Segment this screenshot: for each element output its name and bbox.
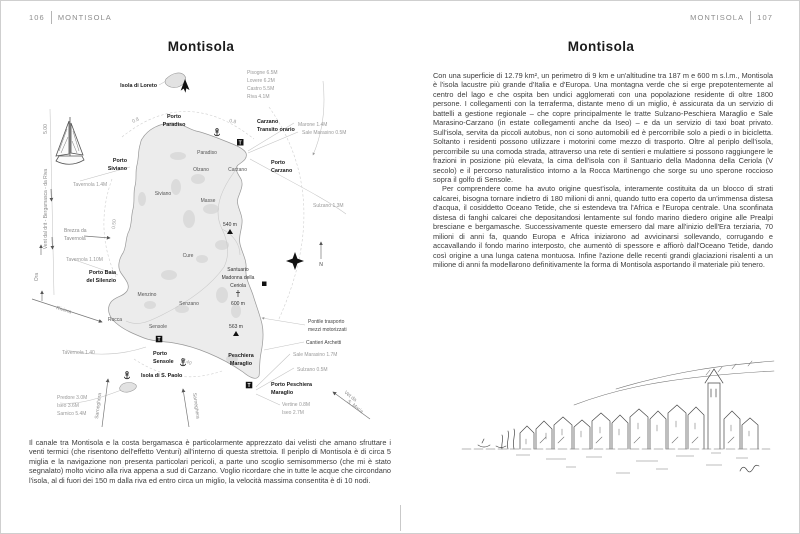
right-header <box>690 11 773 24</box>
right-folio: 107 <box>757 13 773 22</box>
island-map <box>26 59 396 433</box>
map-label-peak: 563 m <box>229 324 243 330</box>
map-label-village: Carzano <box>228 167 247 173</box>
map-label-channel-distance: 5.00 <box>43 124 49 134</box>
illustration-signature <box>740 465 759 472</box>
map-label-channel: Vent dal drit - Bergamasca - da Riva <box>43 168 49 250</box>
map-label-carzano-transito: Transito orario <box>257 127 295 133</box>
map-label-pontile: mezzi motorizzati <box>308 327 347 333</box>
map-label-village: Olzano <box>193 167 209 173</box>
map-label-distance: Sale Marasino 0.5M <box>302 130 347 136</box>
map-label-peschiera-maraglio: Peschiera <box>228 353 254 359</box>
map-label-distance: Riva 4.1M <box>247 94 270 100</box>
map-label-cantieri: Cantieri Archetti <box>306 340 342 346</box>
map-label-peak: 540 m <box>223 222 237 228</box>
map-label-pontile: Pontile trasporto <box>308 319 345 325</box>
map-label-distance: Castro 5.5M <box>247 86 275 92</box>
binding-mark <box>400 505 401 531</box>
map-label-village: Paradiso <box>197 150 217 156</box>
map-label-sanctuary: Ceriola <box>230 283 246 289</box>
cantieri-leader-line <box>264 342 304 350</box>
isola-di-s-paolo-shape <box>120 383 137 393</box>
map-label-distance: Sale Marasino 1.7M <box>293 352 338 358</box>
map-label-wind: Brezza da <box>64 228 87 234</box>
right-running-head: MONTISOLA <box>690 13 745 22</box>
north-label: N <box>319 262 323 268</box>
pontile-arrow-line <box>262 318 305 325</box>
right-page-title: Montisola <box>567 39 635 54</box>
compass-star-icon <box>286 252 304 270</box>
sketch-village <box>520 369 758 449</box>
transit-stop-icon <box>156 336 163 343</box>
text-paragraph: Per comprendere come ha avuto origine quest'isola, interamente costituita da un blocco di strati calcarei, bisogna tornare indietro di 180 milioni di anni, quando tutto era coperto da un'immensa distesa d'acqua, il cosiddetto Oceano Tetide, che si estendeva tra l'Africa e l'Europa centrale. Una sconfinata distesa di fanghi calcarei che depositandosi lentamente sul fondo marino diedero origine alle Prealpi bresciane e bergamasche. Successivamente queste emersero dal mare all'inizio dell'Era terziaria, 70 milioni di anni fa, quando Europa e Africa iniziarono ad avvicinarsi sollevando, corrugando e accavallando il fondo marino interposto, che aumentò di spessore e affiorò dall'Oceano Tetide, dando così origine a una lunga catena montuosa. Infine l'azione delle recenti grandi glaciazioni risalenti a un milione di anni fa modellarono definitivamente la forma di Montisola asportando il materiale più tenero. <box>433 184 773 270</box>
map-label-porto-carzano: Porto <box>271 160 286 166</box>
map-label-wind: Tavernola <box>64 236 86 242</box>
map-label-distance: Sarnico 5.4M <box>57 411 87 417</box>
sketch-reflections <box>516 453 748 473</box>
map-label-porto-carzano: Carzano <box>271 168 293 174</box>
map-label-wind: S. Maria <box>345 398 365 416</box>
map-label-arc-distance: 0.8 <box>228 118 237 126</box>
sketch-hills <box>574 361 774 405</box>
map-label-porto-paradiso: Porto <box>166 114 182 120</box>
map-label-village: Siviano <box>154 191 172 197</box>
map-label-porto-baia: Porto Baia <box>89 270 116 276</box>
map-label-village: Menzino <box>137 292 157 298</box>
svg-text:T: T <box>157 337 161 344</box>
page-right <box>401 1 800 534</box>
left-folio: 106 <box>29 13 45 22</box>
transit-stop-icon <box>237 139 244 146</box>
map-label-distance: Pisogne 6.5M <box>247 70 278 76</box>
map-label-porto-peschiera: Porto Peschiera <box>271 382 313 388</box>
map-label-wind: Sarneghera <box>94 392 104 420</box>
distance-arc-east <box>269 107 304 321</box>
map-label-village: Rocca <box>107 317 123 323</box>
map-label-distance: Tavernola 1.40 <box>62 350 95 356</box>
folio-divider <box>750 11 751 24</box>
sketch-trees <box>502 429 515 449</box>
map-label-sanctuary: 600 m <box>231 301 245 307</box>
map-label-distance: Lovere 6.2M <box>247 78 275 84</box>
map-label-isola-loreto: Isola di Loreto <box>120 83 157 89</box>
transit-stop-icon <box>246 382 253 389</box>
sailboat-icon <box>56 117 84 164</box>
map-label-porto-paradiso: Paradiso <box>162 122 186 128</box>
map-label-distance: Predore 3.0M <box>57 395 88 401</box>
map-label-village: Cure <box>182 253 194 259</box>
text-paragraph: Con una superficie di 12.79 km², un perimetro di 9 km e un'altitudine tra 187 m e 600 m s.l.m., Montisola è l'isola lacustre più grande d'Italia e d'Europa. Una montagna verde che si erge prepotentemente al centro del lago e che ospita ben undici agglomerati con una popolazione residente di oltre 1800 persone. I collegamenti con la terraferma, distante meno di un miglio, è assicurata da un servizio di battelli a gestione regionale – che copre principalmente le tratte Sulzano-Peschiera Maraglio e Sale Marasino-Carzano (in estate collegamenti anche da Iseo) – e da un servizio di taxi boat privato. Sull'isola, servita da piccoli autobus, non ci sono automobili ed è percorribile solo a piedi o in bicicletta. Soltanto i residenti possono utilizzare i motorini come mezzo di trasporto. Oltre al periplo dell'isola, percorribile su una comoda strada, attraverso una rete di sentieri e mulattiere si possono raggiungere le frazioni in posizione più elevata, la cima dell'isola con il Santuario della Madonna della Ceriola (V secolo) e il percorso naturalistico intorno a la Rocca Martinengo che sorge su uno sperone roccioso sopra il golfo di Sensole. <box>433 71 773 184</box>
map-label-arc-distance: 0.50 <box>111 218 118 230</box>
map-label-village: Masse <box>200 198 216 204</box>
caption-paragraph: Il canale tra Montisola e la costa bergamasca è particolarmente apprezzato dai velisti che amano sfruttare i venti termici (che risentono dell'effetto Venturi) all'interno di questa strettoia. Il periplo di Montisola è di circa 5 miglia e la navigazione non presenta particolari pericoli, a parte uno scoglio semisommerso (che mi è stato segnalato) molto vicino alla riva appena a sud di Carzano. Voglio ricordare che in tutte le acque che circondano l'isola, al di fuori dei 150 m dalla riva ed entro circa un miglio, la velocità massima consentita è di 10 nodi. <box>29 438 391 485</box>
map-label-distance: Marone 1.4M <box>298 122 328 128</box>
map-label-porto-sensole: Sensole <box>153 359 174 365</box>
left-running-head: MONTISOLA <box>57 13 112 22</box>
map-label-distance: Iseo 3.6M <box>57 403 79 409</box>
isola-di-loreto-shape <box>165 73 186 88</box>
map-label-porto-siviano: Porto <box>112 158 127 164</box>
map-label-porto-baia: del Silenzio <box>86 278 116 284</box>
main-text <box>433 71 773 270</box>
map-label-arc-distance: 0.40 <box>181 357 193 367</box>
map-label-arc-distance: 0.8 <box>131 116 141 125</box>
map-label-distance: Tavernola 1.10M <box>66 257 103 263</box>
svg-text:T: T <box>247 383 251 390</box>
map-label-village: Sensole <box>148 324 168 330</box>
map-label-sanctuary: Madonna della <box>221 275 255 281</box>
map-label-distance: Tavernola 1.4M <box>73 182 108 188</box>
map-label-porto-siviano: Siviano <box>107 166 127 172</box>
map-label-distance: Vertine 0.8M <box>282 402 311 408</box>
left-page-title: Montisola <box>167 39 235 54</box>
bearing-line <box>248 132 298 153</box>
map-label-distance: Iseo 2.7M <box>282 410 304 416</box>
map-label-sanctuary: Santuario <box>227 267 249 273</box>
map-label-wind: Ora <box>34 272 40 282</box>
map-caption <box>29 438 391 485</box>
village-sketch-illustration <box>456 331 776 481</box>
folio-divider <box>51 11 52 24</box>
left-header <box>29 11 112 24</box>
map-label-distance: Sulzano 0.5M <box>297 367 328 373</box>
svg-text:T: T <box>238 140 242 147</box>
map-label-wind: Vet da <box>342 389 358 404</box>
page-left <box>1 1 401 534</box>
map-label-wind: Riviera <box>55 305 73 316</box>
map-label-distance: Sulzano 1.3M <box>313 203 344 209</box>
pier-icon <box>262 282 267 287</box>
map-label-isola-s-paolo: Isola di S. Paolo <box>141 373 183 379</box>
map-label-porto-sensole: Porto <box>153 351 168 357</box>
map-label-wind: Sarneghera <box>191 392 201 420</box>
map-label-peschiera-maraglio: Maraglio <box>229 361 253 367</box>
bearing-line <box>313 81 324 155</box>
map-label-porto-peschiera: Maraglio <box>271 390 294 396</box>
map-label-carzano-transito: Carzano <box>257 119 279 125</box>
map-label-village: Senzano <box>179 301 199 307</box>
